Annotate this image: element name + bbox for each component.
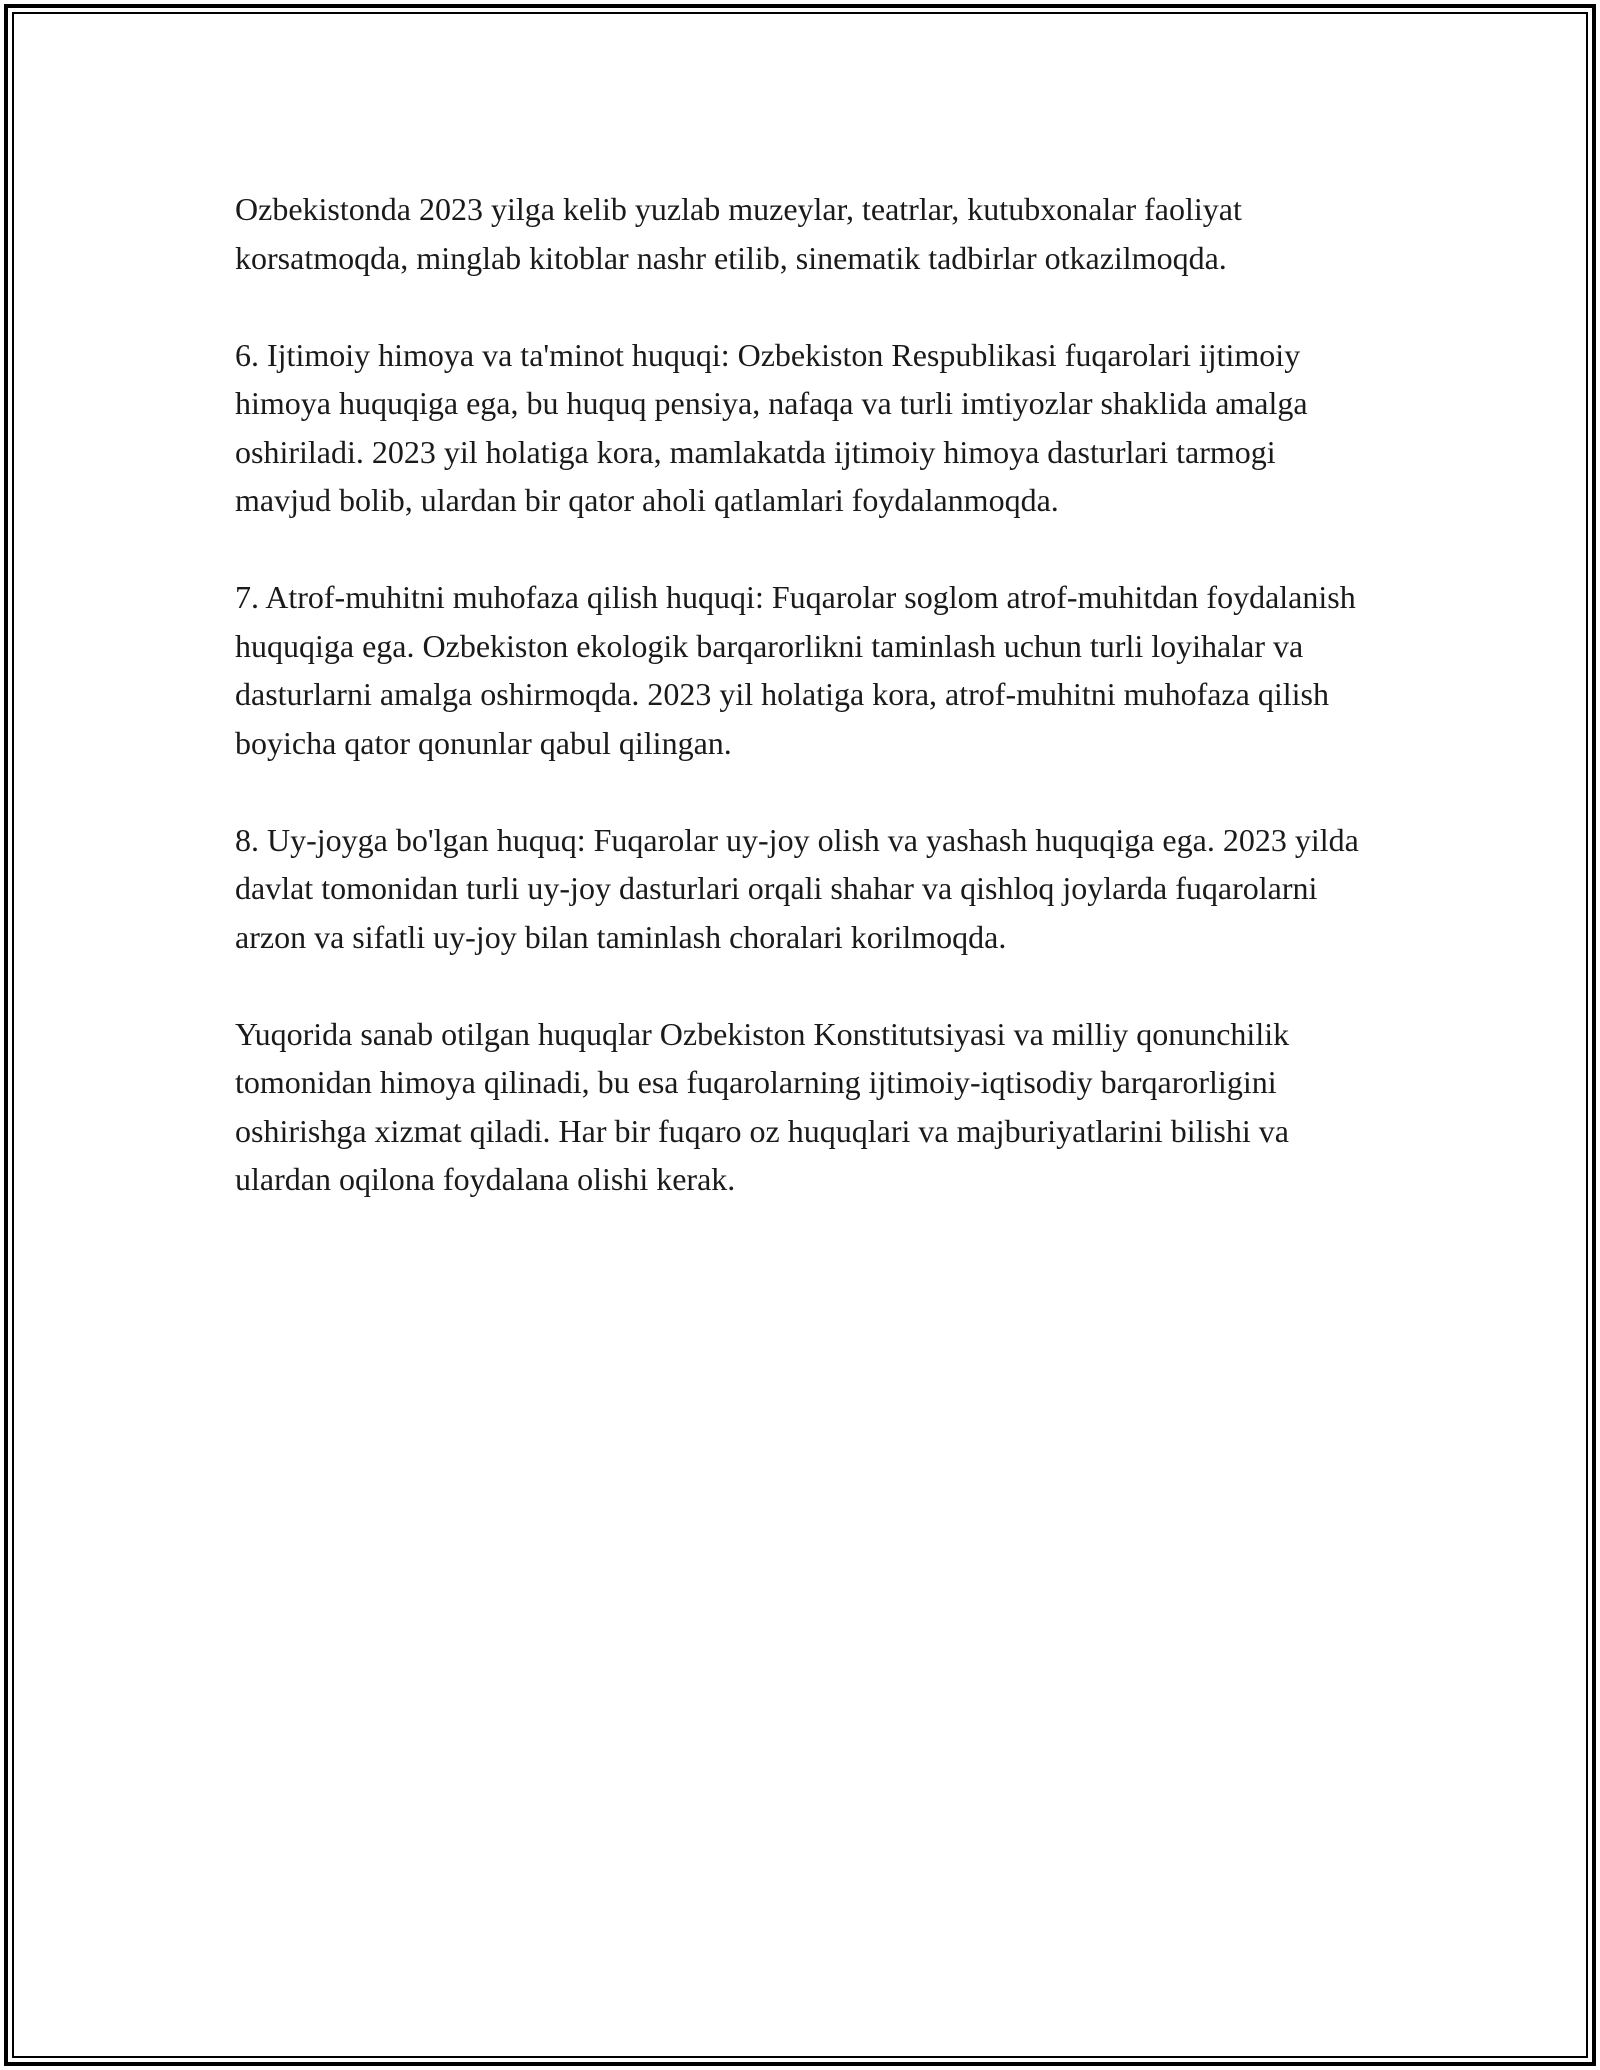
document-body [235,185,1375,1252]
paragraph-housing: 8. Uy-joyga bo'lgan huquq: Fuqarolar uy-joy olish va yashash huquqiga ega. 2023 yilda davlat tomonidan turli uy-joy dasturlari orqali shahar va qishloq joylarda fuqarolarni arzon va sifatli uy-joy bilan taminlash choralari korilmoqda. [235,821,1359,955]
paragraph-conclusion: Yuqorida sanab otilgan huquqlar Ozbekiston Konstitutsiyasi va milliy qonunchilik tomonidan himoya qilinadi, bu esa fuqarolarning ijtimoiy-iqtisodiy barqarorligini oshirishga xizmat qiladi. Har bir fuqaro oz huquqlari va majburiyatlarini bilishi va ulardan oqilona foydalana olishi kerak. [235,1015,1290,1197]
paragraph-culture: Ozbekistonda 2023 yilga kelib yuzlab muzeylar, teatrlar, kutubxonalar faoliyat korsatmoqda, minglab kitoblar nashr etilib, sinematik tadbirlar otkazilmoqda. [235,191,1242,276]
paragraph-social-protection: 6. Ijtimoiy himoya va ta'minot huquqi: Ozbekiston Respublikasi fuqarolari ijtimoiy himoya huquqiga ega, bu huquq pensiya, nafaqa va turli imtiyozlar shaklida amalga oshiriladi. 2023 yil holatiga kora, mamlakatda ijtimoiy himoya dasturlari tarmogi mavjud bolib, ulardan bir qator aholi qatlamlari foydalanmoqda. [235,336,1308,518]
paragraph-environment: 7. Atrof-muhitni muhofaza qilish huquqi: Fuqarolar soglom atrof-muhitdan foydalanish huquqiga ega. Ozbekiston ekologik barqarorlikni taminlash uchun turli loyihalar va dasturlarni amalga oshirmoqda. 2023 yil holatiga kora, atrof-muhitni muhofaza qilish boyicha qator qonunlar qabul qilingan. [235,579,1356,761]
